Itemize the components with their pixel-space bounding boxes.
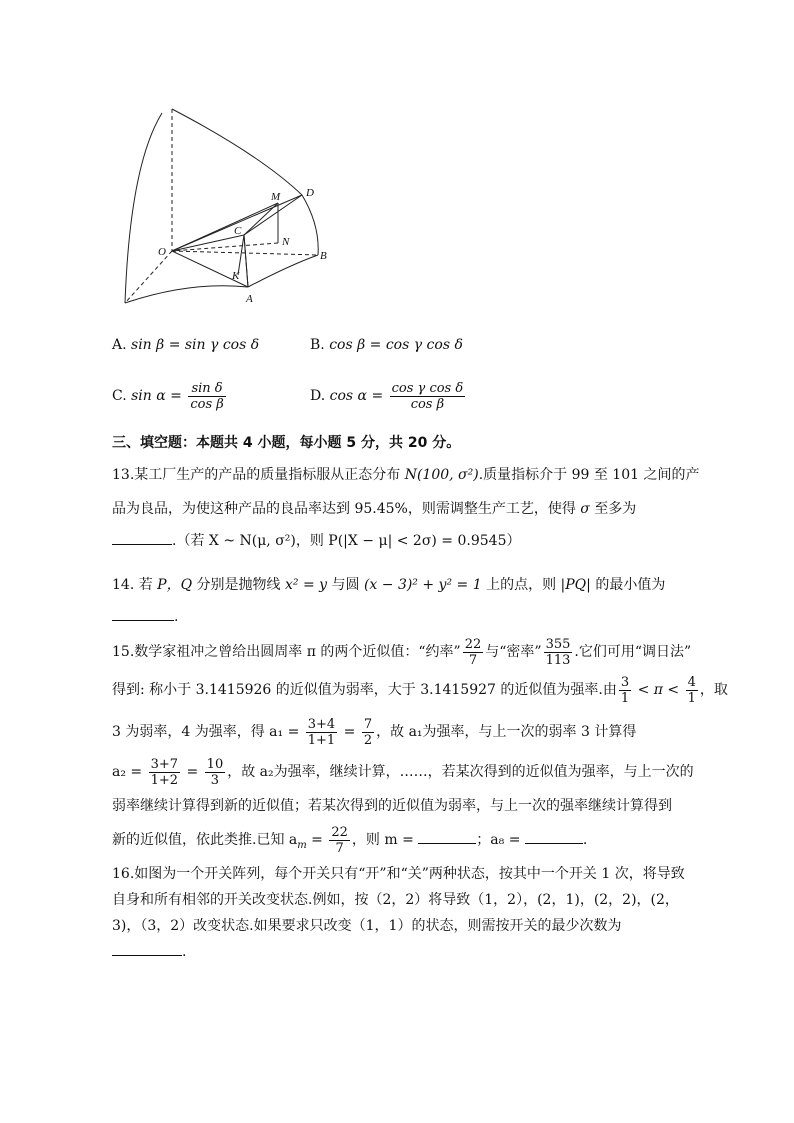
label-N: N (282, 236, 290, 248)
q16-line3: 3)，（3，2）改变状态.如果要求只改变（1，1）的状态，则需按开关的最少次数为 (112, 918, 622, 934)
q13-answer-blank[interactable] (112, 544, 172, 545)
label-B: B (320, 250, 327, 262)
q14-line2: . (112, 607, 178, 627)
q16-line2: 自身和所有相邻的开关改变状态.例如，按（2，2）将导致（1，2），(2，1)，(2，2)，(2， (112, 892, 679, 908)
choice-d-fraction: $\frac{\text{cos γ cos δ}}{\text{cos β}}$ (391, 380, 464, 412)
section-heading: 三、填空题：本题共 4 小题，每小题 5 分，共 20 分。 (112, 435, 461, 451)
q13-line3: .（若 X ~ N(μ, σ²)，则 P(|X − μ| < 2σ) = 0.9545） (112, 531, 520, 551)
q13-line1: 13.某工厂生产的产品的质量指标服从正态分布 N(100, σ²).质量指标介于 99 至 101 之间的产 (112, 467, 700, 483)
q14-answer-blank[interactable] (112, 620, 174, 621)
choice-d-label: D. (310, 388, 326, 404)
label-M: M (271, 191, 281, 203)
choice-a (112, 335, 259, 355)
q15-line3: 3 为弱率，4 为强率，得 a₁ = $\frac{3+4}{1+1}$ = $\frac{7}{2}$ ，故 a₁为强率，与上一次的弱率 3 计算得 (112, 716, 637, 748)
choice-d (310, 376, 467, 416)
arc-bottom (125, 286, 248, 303)
geometry-figure (110, 95, 350, 315)
choice-a-label: A. (112, 337, 127, 353)
choice-c-label: C. (112, 388, 127, 404)
arc-top-right (172, 109, 302, 195)
label-O: O (158, 246, 166, 258)
q15-line1: 15.数学家祖冲之曾给出圆周率 π 的两个近似值：“约率” $\frac{22}{7}$ 与“密率” $\frac{355}{113}$ .它们可用“调日法” (112, 636, 692, 668)
q15-answer-blank-m[interactable] (418, 843, 476, 844)
choice-c-text: sin α = (131, 388, 182, 404)
q15-line2: 得到: 称小于 3.1415926 的近似值为弱率，大于 3.1415927 的近似值为强率.由 $\frac{3}{1}$ < π < $\frac{4}{1}$ ，取 (112, 674, 728, 706)
q16-answer-blank[interactable] (112, 955, 182, 956)
q16-line4: . (112, 942, 186, 962)
choice-b-text: cos β = cos γ cos δ (329, 337, 463, 353)
label-D: D (306, 187, 314, 199)
choice-b (310, 335, 463, 355)
choice-a-text: sin β = sin γ cos δ (131, 337, 260, 353)
choice-c-fraction: $\frac{\text{sin δ}}{\text{cos β}}$ (190, 380, 224, 412)
label-C: C (234, 225, 242, 237)
arc-right (302, 195, 318, 255)
q16-line1: 16.如图为一个开关阵列，每个开关只有“开”和“关”两种状态，按其中一个开关 1 次，将导致 (112, 866, 685, 882)
q15-line5: 弱率继续计算得到新的近似值；若某次得到的近似值为弱率，与上一次的强率继续计算得到 (112, 798, 672, 814)
label-K: K (232, 270, 240, 282)
q15-answer-blank-a8[interactable] (525, 843, 583, 844)
q15-line4: a₂ = $\frac{3+7}{1+2}$ = $\frac{10}{3}$ ，故 a₂为强率，继续计算，……，若某次得到的近似值为强率，与上一次的 (112, 756, 694, 788)
q13-line2: 品为良品，为使这种产品的良品率达到 95.45%，则需调整生产工艺，使得 σ 至多为 (112, 501, 637, 517)
choice-d-text: cos α = (329, 388, 384, 404)
q15-line6: 新的近似值，依此类推.已知 $a_m$ = $\frac{22}{7}$ ，则 m = ；a₈ = . (112, 824, 588, 856)
arc-bottom-right (248, 255, 318, 287)
label-A: A (246, 293, 253, 305)
arc-left (125, 113, 162, 303)
choice-c (112, 376, 228, 416)
q14-line1: 14. 若 P，Q 分别是抛物线 x² = y 与圆 (x − 3)² + y² = 1 上的点，则 |PQ| 的最小值为 (112, 577, 666, 593)
choice-b-label: B. (310, 337, 325, 353)
